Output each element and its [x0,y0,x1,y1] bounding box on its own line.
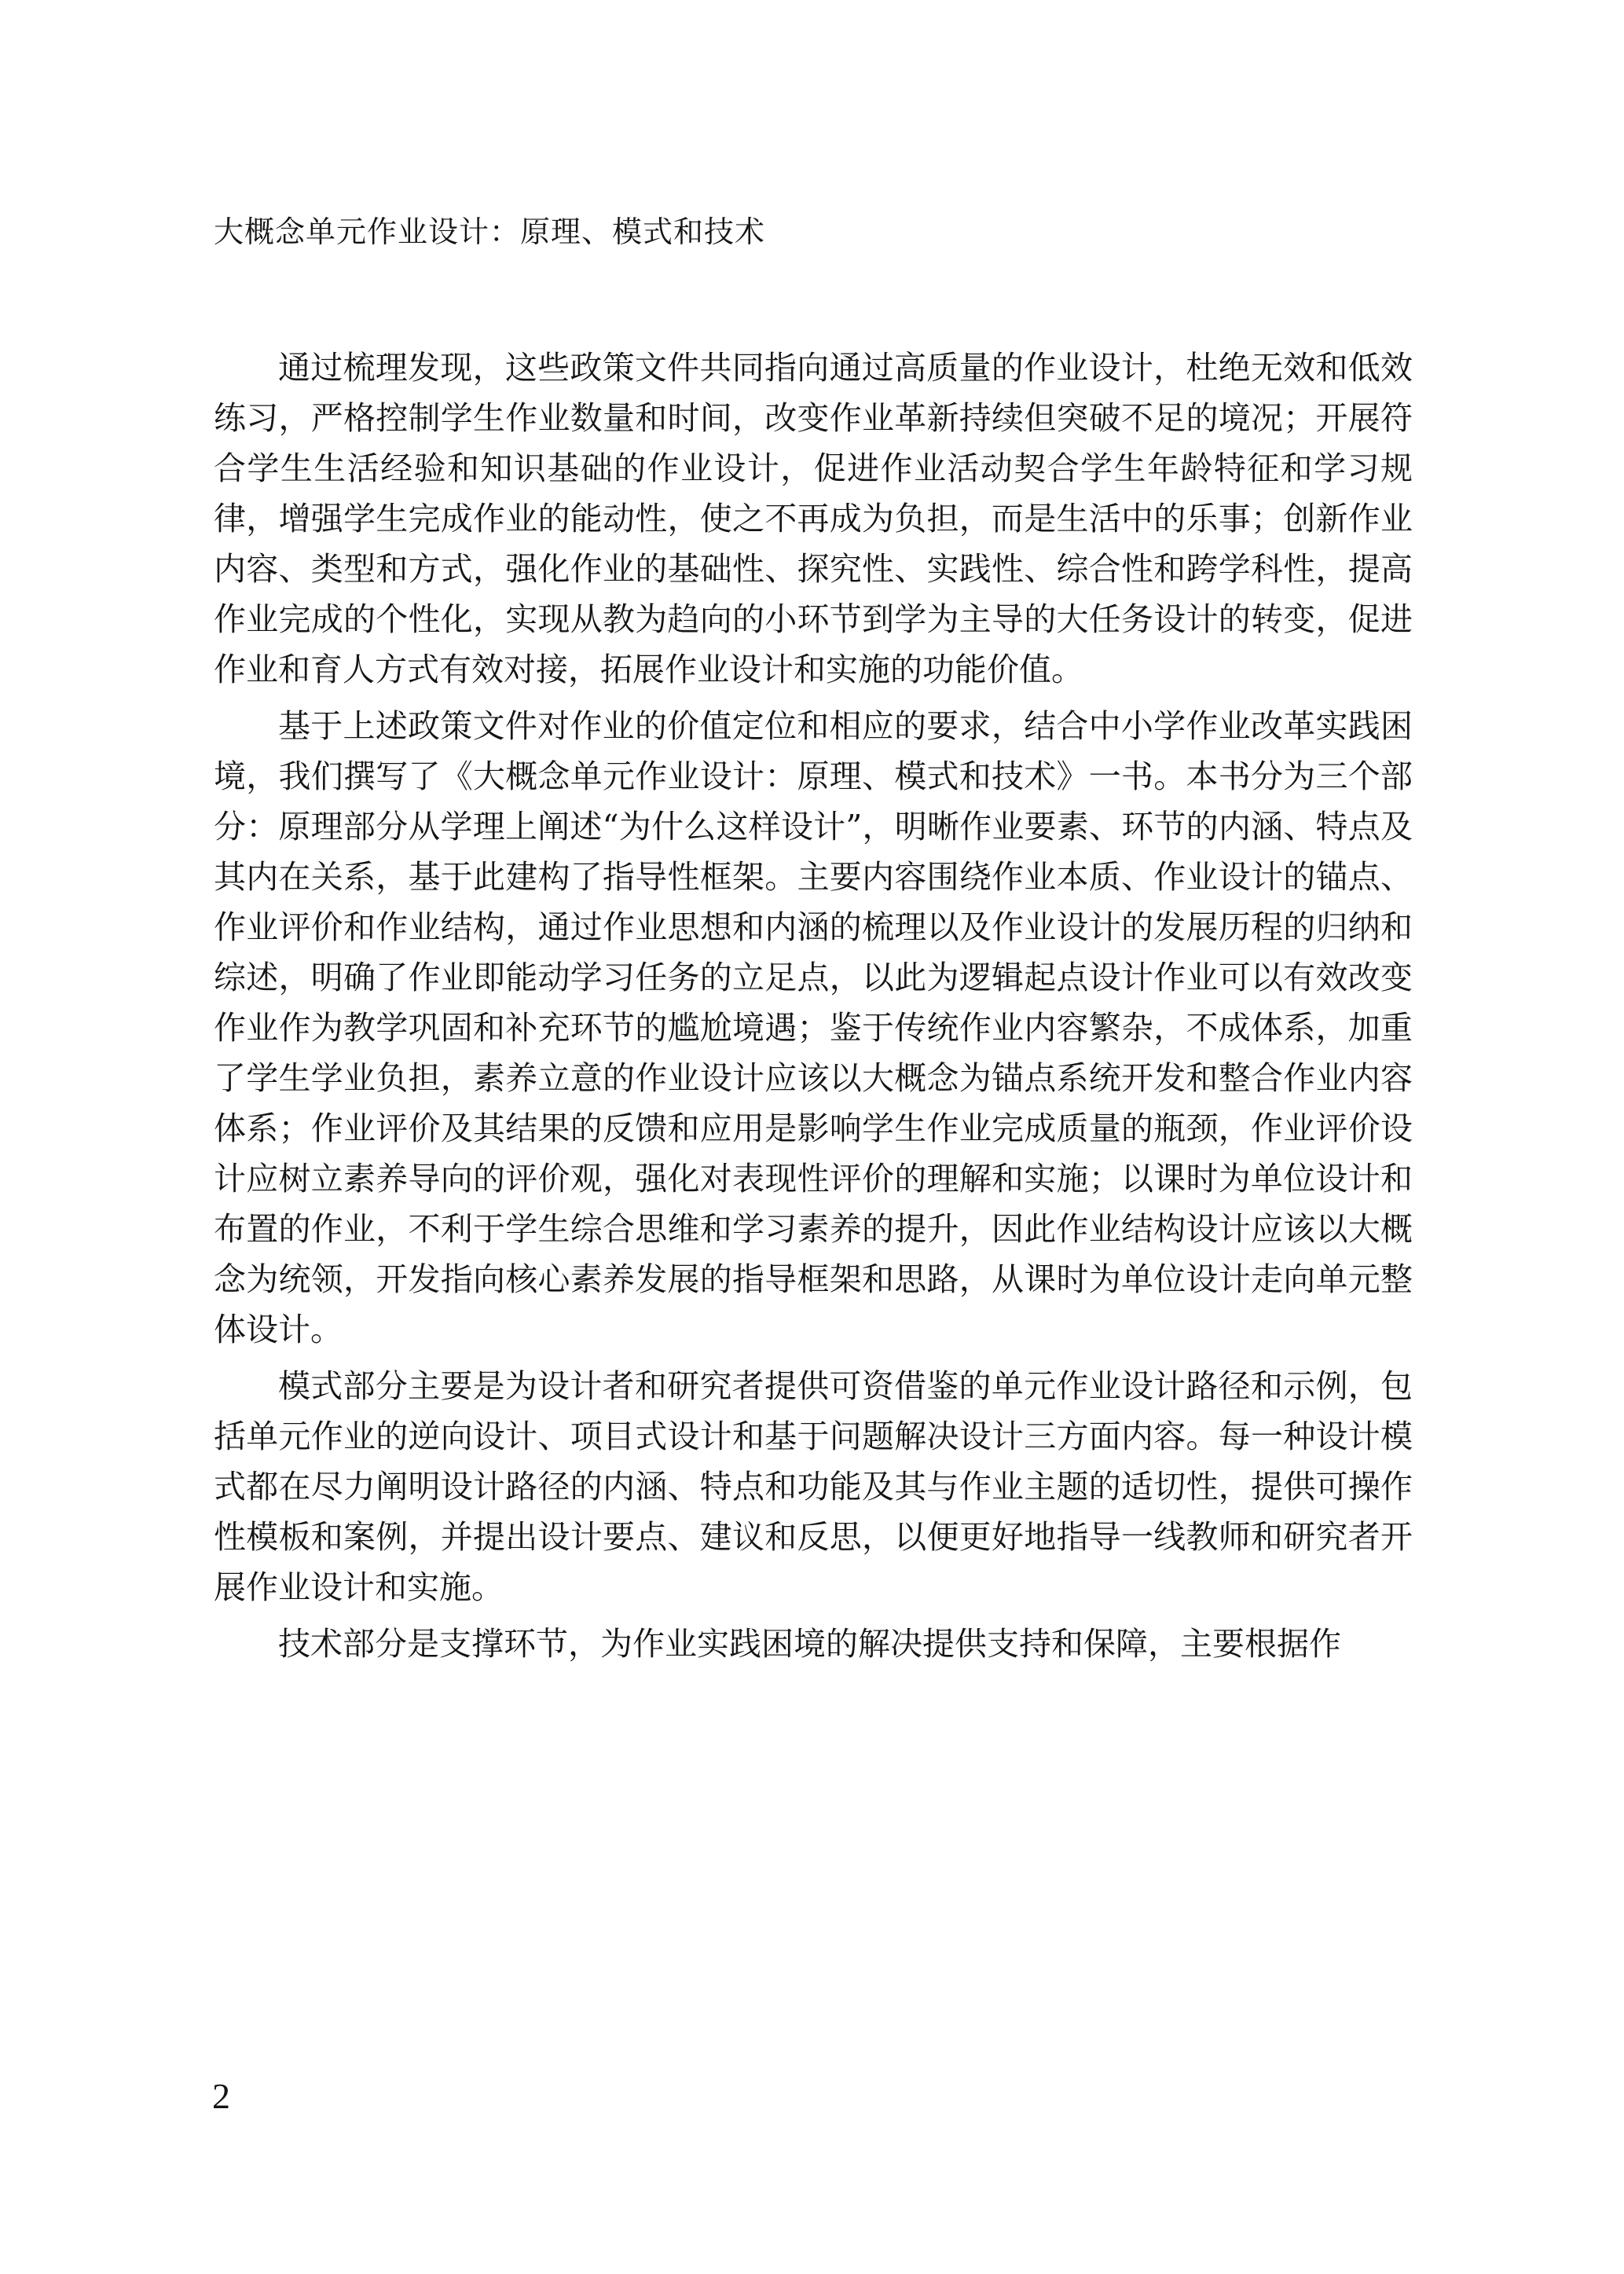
running-head-title: 大概念单元作业设计：原理、模式和技术 [214,215,766,249]
paragraph-1: 通过梳理发现，这些政策文件共同指向通过高质量的作业设计，杜绝无效和低效练习，严格控制学生作业数量和时间，改变作业革新持续但突破不足的境况；开展符合学生生活经验和知识基础的作业设计，促进作业活动契合学生年龄特征和学习规律，增强学生完成作业的能动性，使之不再成为负担，而是生活中的乐事；创新作业内容、类型和方式，强化作业的基础性、探究性、实践性、综合性和跨学科性，提高作业完成的个性化，实现从教为趋向的小环节到学为主导的大任务设计的转变，促进作业和育人方式有效对接，拓展作业设计和实施的功能价值。 [214,349,1413,688]
paragraph-3: 模式部分主要是为设计者和研究者提供可资借鉴的单元作业设计路径和示例，包括单元作业的逆向设计、项目式设计和基于问题解决设计三方面内容。每一种设计模式都在尽力阐明设计路径的内涵、特点和功能及其与作业主题的适切性，提供可操作性模板和案例，并提出设计要点、建议和反思，以便更好地指导一线教师和研究者开展作业设计和实施。 [214,1367,1413,1606]
paragraph-2: 基于上述政策文件对作业的价值定位和相应的要求，结合中小学作业改革实践困境，我们撰写了《大概念单元作业设计：原理、模式和技术》一书。本书分为三个部分：原理部分从学理上阐述“为什么这样设计”，明晰作业要素、环节的内涵、特点及其内在关系，基于此建构了指导性框架。主要内容围绕作业本质、作业设计的锚点、作业评价和作业结构，通过作业思想和内涵的梳理以及作业设计的发展历程的归纳和综述，明确了作业即能动学习任务的立足点，以此为逻辑起点设计作业可以有效改变作业作为教学巩固和补充环节的尴尬境遇；鉴于传统作业内容繁杂，不成体系，加重了学生学业负担，素养立意的作业设计应该以大概念为锚点系统开发和整合作业内容体系；作业评价及其结果的反馈和应用是影响学生作业完成质量的瓶颈，作业评价设计应树立素养导向的评价观，强化对表现性评价的理解和实施；以课时为单位设计和布置的作业，不利于学生综合思维和学习素养的提升，因此作业结构设计应该以大概念为统领，开发指向核心素养发展的指导框架和思路，从课时为单位设计走向单元整体设计。 [214,707,1413,1348]
body-text [214,343,1413,1675]
paragraph-4: 技术部分是支撑环节，为作业实践困境的解决提供支持和保障，主要根据作 [278,1625,1341,1663]
page-number: 2 [212,2076,230,2116]
